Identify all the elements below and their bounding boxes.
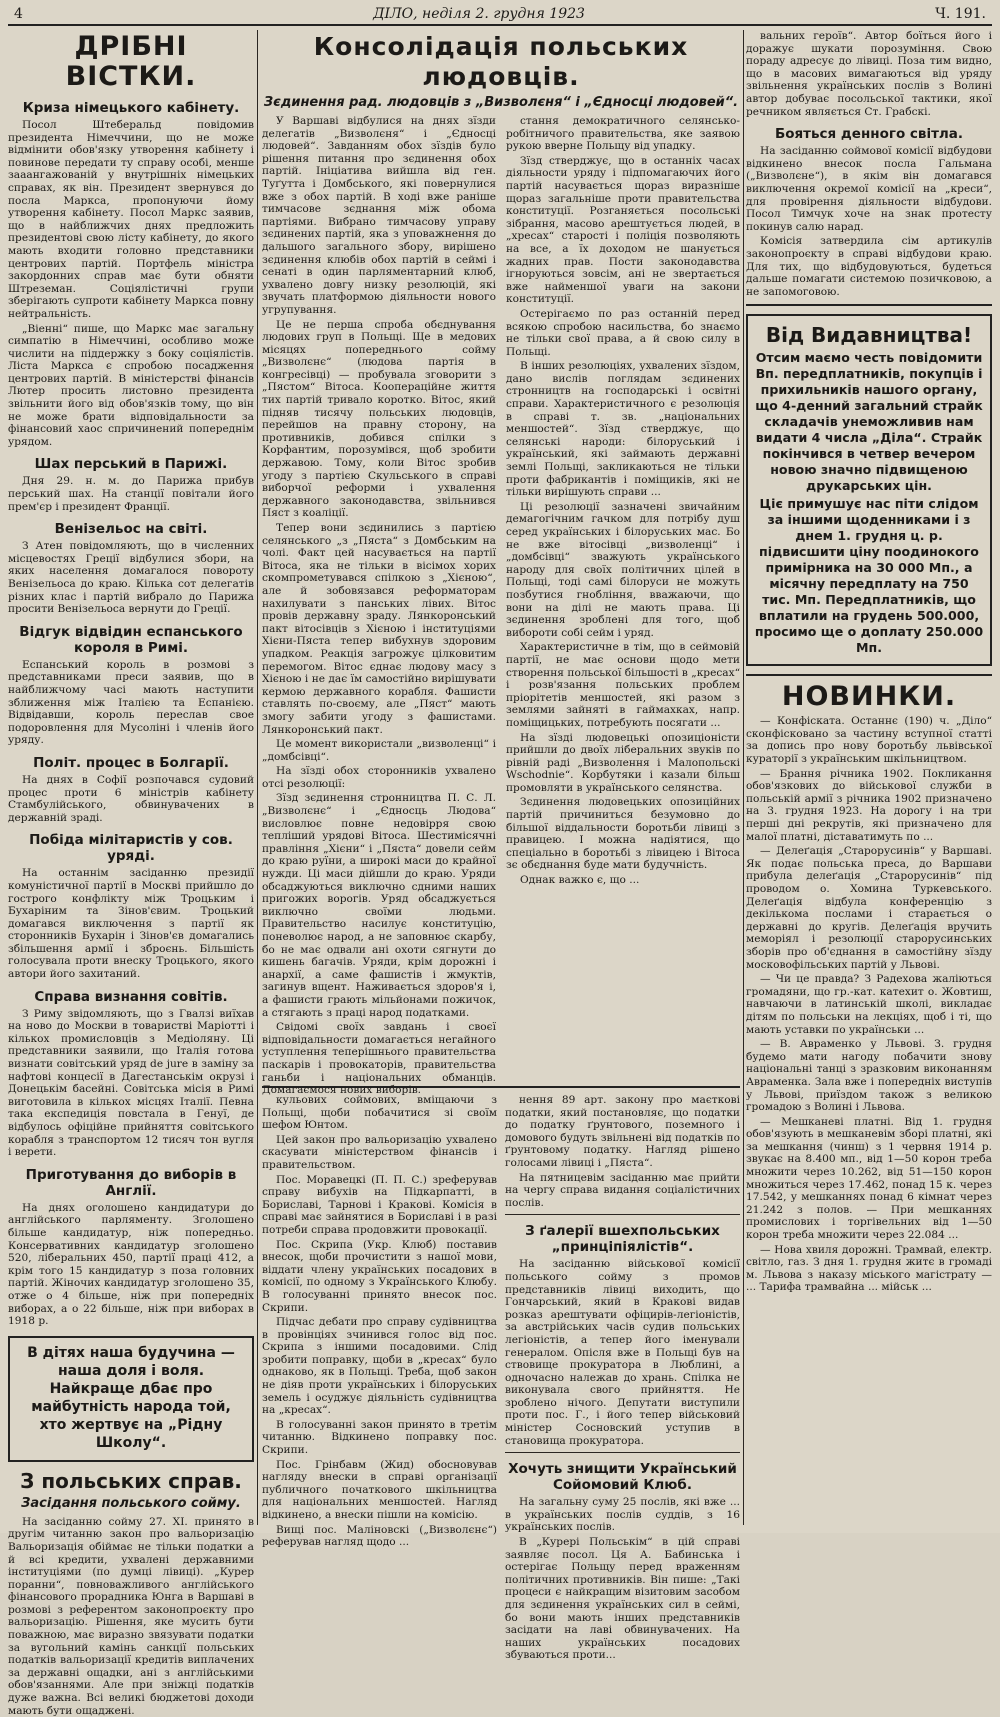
paragraph: Це момент використали „визволенці“ і „домбсівці“.: [262, 738, 496, 763]
article-paragraph: Посол Штеберальд повідомив президента Німеччини, що не може відмінити обов'язку утворення кабінету і повинове передати ту справу особі, менше зааангажованій у внутрішніх німецьких справах, як він. Президент звернувся до посла Маркса, пропонуючи йому утворення кабінету. Посол Маркс заявив, що в найближчих днях предложить президентові свою лісту кабінету, до якого мають входити головно представники центрових партій. Портфель міністра закордонних справ має бути обняти Штреземан. Соціялістичні групи зберігають супроти кабінету Маркса повну нейтральність.: [8, 119, 254, 320]
article-heading: Політ. процес в Болгарії.: [33, 754, 229, 771]
column-rule: [743, 30, 744, 1525]
article-heading: Відгук відвідин еспанського короля в Римі.: [19, 623, 243, 656]
news-item: — Нова хвиля дорожні. Трамвай, електр. світло, газ. З дня 1. грудня житє в громаді м. Львова з наказу міського магістрату — ... Тарифа трамвайна ... мійськ ...: [746, 1243, 992, 1294]
paragraph: На засіданню сойму 27. ХІ. принято в другім читанню закон про вальоризацію Вальоризація обіймає не тільки податки а й всі кредити, ухвалені державними інституціями (по думці лівиці). „Курер поранни“, повноважливого англійського фінансового прорадника Юнга в Варшаві в розмові з референтом законопроєкту про вальоризацію. Рішення, яке мусить бути поважною, має виразно звязувати податки за вугольний камінь санкції польських податків вальоризації кредитів виплачених за державні ощадки, ані з англійськими обов'язаннями. Але при зніжці податків дуже важна. Всі великі бюджетові доходи мають бути ощаджені.: [8, 1515, 254, 1717]
article-heading: Побіда мілітаристів у сов. уряді.: [29, 832, 233, 865]
article-paragraph: З Атен повідомляють, що в численних місцевостях Греції відбулися збори, на яких населення домагалося повороту Венізельоса до краю. Кілька сот делегатів різних клас і партій вибрало до Парижа просити Венізельоса вернути до Греції.: [8, 540, 254, 616]
paragraph: В „Курері Польськім“ в цій справі заявляє посол. Ця А. Бабинська і остерігає Польщу перед враженням політичних противників. Він пише: „Такі процеси є найкращим візитовим засобом для зєдинення українських сил в сеймі, бо вони мають інших представників засідати на лаві обвинувачених. На наших українських посадових збуваються проти...: [505, 1536, 740, 1662]
news-item: — Брання річника 1902. Покликання обов'язкових до військової служби в польській армії з річника 1902 призначено на 3. грудня 1923. На дорогу і на три перші дні рекрутів, які призначено для малої платні, діставатимуть по ...: [746, 767, 992, 843]
notice-paragraph: Ціє примушує нас піти слідом за іншими щоденниками і з днем 1. грудня ц. р. підвисшити ціну поодинокого примірника на 30 000 Мп., а місячну передплату на 750 тис. Мп. Передплатників, що вплатили на грудень 500.000, просимо ще о доплату 250.000 Мп.: [754, 496, 984, 656]
paragraph: Характеристичне в тім, що в сеймовій партії, не має основи щодо мети створення польської більшості в „кресах“ і розв'язання польських проблем пріорітетів меншостей, які разом з землями зайняті в гаймахках, напр. поміщицьких, потребують посягати ...: [506, 641, 740, 729]
paragraph: нення 89 арт. закону про маєткові податки, який постановляє, що податки до податку ґрунтового, поземного і домового будуть звільнені від податків по ґрунтовому податку. Нагляд рішено голосами лівиці і „Пяста“.: [505, 1094, 740, 1169]
news-title: НОВИНКИ.: [781, 681, 957, 713]
paragraph: Пос. Грінбавм (Жид) обосновував нагляду внески в справі організації публичного початкового шкільництва для національних меншостей. Нагляд відкинено, а внески пішли на комісію.: [262, 1458, 497, 1521]
paragraph: Ці резолюції зазначені звичайним демагогічним гачком для потрібу душ серед українських і білоруських мас. Бо не вже вітосівці „визволенці“ і „домбсівці“ зважують українського народу для своїх політичних цілей в Польщі, тоді самі білоруси не можуть позбутися гнобління, вважаючи, що вони на ділі не мають права. Ці зєдинення зроблені для того, щоб вибороти собі сейм і уряд.: [506, 500, 740, 639]
publisher-notice: [746, 314, 992, 666]
paragraph: На засіданню соймової комісії відбудови відкинено внесок посла Гальмана („Визволєне“), в якім він домагався виключення окремої комісії на „креси“, для провірення діяльности відбудови. Посол Тимчук хоче на знак протесту покинув салю нарад.: [746, 145, 992, 233]
paragraph: На загальну суму 25 послів, які вже ... в українських послів суддів, з 16 українських послів.: [505, 1496, 740, 1534]
ridna-shkola-box: [8, 1336, 254, 1462]
paragraph: Цей закон про вальоризацію ухвалено скасувати міністерством фінансів і правительством.: [262, 1133, 497, 1171]
article-paragraph: Еспанський король в розмові з представниками преси заявив, що в найближчому часі мають наступити зближення між Італією та Еспанією. Відвідавши, король переслав свое подоровлення для Мусоліні і членів його уряду.: [8, 658, 254, 747]
column-right: [746, 30, 992, 1525]
paragraph: кульових соймових, вміщаючи з Польщі, щоби побачитися зі своїм шефом Юнтом.: [262, 1094, 497, 1132]
article-paragraph: На днях в Софії розпочався судовий процес проти 6 міністрів кабінету Стамбулійського, обвинувачених в державній зраді.: [8, 773, 254, 824]
page-number: 4: [14, 6, 23, 22]
paragraph: Підчас дебати про справу судівництва в провінціях зчинився голос від пос. Скрипа з іншими посадовими. Слід зробити поправку, щоби в „кресах“ було однаково, як в Польщі. Треба, щоб закон не діяв проти українських і білоруських земель і осуджує діяльність судівництва на „кресах“.: [262, 1316, 497, 1417]
paragraph: Комісія затвердила сім артикулів законопроєкту в справі відбудови краю. Для тих, що відбудовуються, будеться дальше помагати системою позичковою, а не запомоговою.: [746, 235, 992, 298]
news-item: — Чи це правда? З Радехова жаліються громадяни, що гр.-кат. катехит о. Жовтиш, навчаючи в латинській школі, викладає дітям по польськи на лекціях, щоб і ті, що мають уставки по українськи ...: [746, 973, 992, 1036]
paragraph: Остерігаємо по раз останній перед всякою спробою насильства, бо знаємо не тільки свої права, а й свою силу в Польщі.: [506, 307, 740, 358]
article-heading: Шах перський в Парижі.: [34, 456, 228, 473]
box-text: В дітях наша будучина — наша доля і воля. Найкраще дбає про майбутність народа той, хто жертвує на „Рідну Школу“.: [27, 1344, 235, 1451]
paragraph: Зїзд зєдинення стронництва П. С. Л. „Визволєнє“ і „Єдносць Людова“ висловлює повне недовірря свою тепліший урядові Вітоса. Шестимісячні правління „Хієни“ і „Пяста“ довели сейм до краю руїни, а широкі маси до крайної нужди. Ці маси дійшли до краю. Уряди обсаджуються виключно сдними наших пригожих ворогів. Уряд обсаджується виключно своїми людьми. Правительство насилує конституцію, поневолює народ, а не заповнює скарбу, бо не має одвали ані охоти сягнути до кишень багачів. Уряди, крім дорожні і анархії, а саме фашистів і жмуктів, загинув вщент. Наживається здоров'я і, а фашисти грають мільйонами пожичок, а стягають з праці народ податками.: [262, 792, 496, 1019]
main-article-col-2: [506, 115, 740, 1080]
news-item: — Делеґація „Старорусинів“ у Варшаві. Як подає польська преса, до Варшави прибула делеґація „Старорусинів“ під проводом о. Хомина Туркевського. Делеґація відбула конференцію з декількома послами і старається о державні до кругів. Делеґація вручить меморіял і резолюції старорусинських зборів про об'єднання в самостійну зїзду московофільських партій у Львові.: [746, 845, 992, 971]
lower-section: [262, 1094, 740, 1664]
column-center: [262, 30, 740, 1662]
paragraph: На зїзді людовецькі опозиціоністи прийшли до двоїх ліберальних звуків по рівній раді „Визволення і Малопольскі Wschodnie“. Корбутяки і казали більш промовляти в українського селянства.: [506, 731, 740, 794]
paragraph: Зєдинення людовецьких опозиційних партій причиниться безумовно до більшої віддальности боротьби лівиці з правицею. І можна надіятися, що спеціально в боротьбі з лівицею і Вітоса зє обєднання буде мати будучність.: [506, 796, 740, 872]
article-paragraph: „Віенні“ пише, що Маркс має загальну симпатію в Німеччині, особливо може числити на піддержку з боку соціялістів. Ліста Маркса є спробою посадження центрових партій. В міністерстві фінансів Лютер просить листовно президента звільнити його від обов'язків тому, що він не може брати відповідальности за фінансовий хаос спричинений попереднім урядом.: [8, 322, 254, 448]
paragraph: Однак важко є, що ...: [520, 874, 640, 887]
gallery-title: З ґалерії вшехпольських „принціпіялістів“.: [525, 1223, 720, 1256]
article-heading: Приготування до виборів в Англії.: [25, 1166, 237, 1199]
paragraph: Пос. Скрипа (Укр. Клюб) поставив внесок, щоби прочистити з нашої мови, віддати члену українських посадових в комісії, по одному з Українського Клюбу. В голосуванні принято внесок пос. Скрипи.: [262, 1238, 497, 1314]
article-heading: Криза німецького кабінету.: [22, 100, 240, 116]
paragraph: У Варшаві відбулися на днях зїзди делегатів „Визволєня“ і „Єдносці людовей“. Завданням обох зїздів було рішення питання про зєдинення обох партій. Ініціатива вийшла від ген. Туґутта і Домбського, які повернулися вже з обох партій. В ході вже раніше тимчасове зєднання між обома партіями. Вибрано тимчасову управу зєдинених партій, яка з уповажнення до дальшого загального збору, вирішено зєдинення клюбів обох партій в сеймі і сенаті в один парляментарний клюб, ухвалено довгу низку резолюцій, які звучать платформою діяльности нового угрупування.: [262, 115, 496, 316]
paragraph: Тепер вони зєдинились з партією селянського „з „Пяста“ з Домбським на чолі. Факт цей насувається на партії Вітоса, яка не тільки в вісімох хорих скомпрометувався спілкою з „Хієною“, але й зобовязався реформаторам нахилувати з панських лівих. Вітос провів державну зраду. Лянкоронський пакт вітосівців з Хієною і інституціями Хієни-Пяста тепер вибухнув здоровим упадком. Реакція загрожує цілковитим перемогом. Вітос єднає людову масу з Хієною і не дає їм самостійно вирішувати кермою державного корабля. Фашисти ставлять по-своєму, але „Пяст“ мають змогу забити угоду з фашистами. Лянкоронський пакт.: [262, 522, 496, 736]
section-title: ДРІБНІ ВІСТКИ.: [65, 31, 197, 92]
article-paragraph: На останнім засіданню президії комуністичної партії в Москві прийшло до гострого конфлікту між Троцьким і Бухаріним та Зінов'євим. Троцький домагався виключення з партії як сторонників Бухарін і Зінов'єв домагались збільшення армії і зброєнь. Більшість голосувала проти внеску Троцького, якого автори його захитаний.: [8, 867, 254, 981]
issue-number: Ч. 191.: [935, 6, 986, 22]
paragraph: Вищі пос. Маліновскі („Визволєнє“) реферував нагляд щодо ...: [262, 1523, 497, 1549]
news-item: — Конфіската. Останнє (190) ч. „Діло“ сконфісковано за частину вступної статті за допись про нову боротьбу львівської кураторії з українським шкільництвом.: [746, 715, 992, 766]
paragraph: вальних героїв“. Автор боїться його і доражує шукати порозуміння. Свою пораду адресує до лівиці. Поза тим видно, що в масових вимагаються від уряду звільнення українських послів з Волині автор добуває посольської тактики, якої речником являється Ст. Грабскі.: [746, 30, 992, 118]
daylight-title: Бояться денного світла.: [774, 126, 964, 143]
article-paragraph: З Риму звідомляють, що з Гвалзі виїхав на ново до Москви в товаристві Маріотті і кількох промисловців з Медіоляну. Ці представники заявили, що Італія готова визнати совітський уряд de jure в заміну за нафтові концесії в Дагестанськім окрузі і Донецькім басейні. Совітська місія в Римі виготовила в кількох місцях Італії. Певна така експедиція повстала в Генуї, де відбулось офіційне прийняття совітського корабля з транспортом 12 тисяч тон вугля і верети.: [8, 1007, 254, 1159]
paragraph: Свідомі своїх завдань і своєї відповідальности домагається негайного уступлення теперішнього правительства паскарів і провокаторів, правительства ганьби і національних обманців. Домагаємося нових виборів.: [262, 1021, 496, 1097]
paragraph: В інших резолюціях, ухвалених зїздом, дано вислів поглядам зєдинених стронництв на господарські і освітні справи. Характеристичного є резолюція в справі т. зв. „національних меншостей“. Зїзд стверджує, що селянські народи: білоруський і український, які займають державні землі Польщі, закликаються не тільки проти фабрикантів і поміщиків, які не тільки вирішують справи ...: [506, 360, 740, 499]
polish-text: [8, 1516, 254, 1717]
paragraph: На засіданню військової комісії польського сойму з промов представників лівиці виходить, що Гончарський, який в Кракові видав розказ арештувати офіцирів-легіоністів, за австрійських часів судив польських легіоністів, а тепер його іменували генералом. Опісля вже в Польщі був на ствовище прокуратора в Люблині, а одночасно належав до хрань. Спілка не виконувала свого прийняття. Не зроблено нічого. Депутати виступили проти пос. Г., і його тепер військовий міністер Сосновский уступив в становища прокуратора.: [505, 1258, 740, 1447]
lower-col-1: [262, 1094, 497, 1664]
masthead: [8, 0, 992, 26]
paragraph: Пос. Моравецкі (П. П. С.) зреферував справу вибухів на Підкарпатті, в Бориславі, Тарнові і Кракові. Комісія в справі має зайнятися в Бориславі і в разі потреби справа продовжити провокації.: [262, 1173, 497, 1236]
article-paragraph: На днях оголошено кандидатури до англійського парляменту. Зголошено більше кандидатур, ніж попередньо. Консервативних кандидатур зголошено 520, ліберальних 450, партії праці 412, а крім того 15 кандидатур з поза головних партій. Жіночих кандидатур зголошено 35, отже о 4 більше, ніж при попередніх виборах, а о 22 більше, ніж при виборах в 1918 р.: [8, 1201, 254, 1328]
news-item: — Мешканеві платні. Від 1. грудня обов'язують в мешканевім зборі платні, які за мешкання (чинш) з 1 червня 1914 р. звукає на 8.400 мп., від 1—50 корон треба множити через 10.262, від 51—150 корон множиться через 17.462, понад 15 к. через 17.542, у мешканнях понад 6 кімнат через 21.242 з полов. — При мешканнях промислових і торгівельних від 1—50 корон треба множити через 22.084 ...: [746, 1115, 992, 1242]
main-article: [262, 115, 740, 1097]
main-headline: Консолідація польських людовців.: [313, 32, 689, 91]
klub-title: Хочуть знищити Український Сойомовий Клюб.: [508, 1461, 737, 1494]
article-paragraph: Дня 29. н. м. до Парижа прибув перський шах. На станції повітали його прем'єр і президент Франції.: [8, 475, 254, 513]
paragraph: В голосуванні закон принято в третім читанню. Відкинено поправку пос. Скрипи.: [262, 1418, 497, 1457]
paragraph: На зїзді обох сторонників ухвалено отсі резолюції:: [262, 765, 496, 790]
paragraph: Це не перша спроба обєднування людових груп в Польщі. Ще в медових місяцях попереднього сойму „Визволєнє“ (людова партія в конгресівці) — пробувала зговорити з „Пястом“ Вітоса. Коопераційне життя тих партій тривало коротко. Вітос, який підняв тисячу польських людовців, перейшов на правну сторону, на противників, добився спілки з Корфантим, порозумівся, щоб зробити державою. Тому, коли Вітос зробив угоду з партією Скульського в справі виборчої реформи і ухвалення державного законодавства, звільнився Пяст з коаліції.: [262, 318, 496, 520]
publisher-title: Від Видавництва!: [765, 323, 973, 348]
paragraph: Зїзд стверджує, що в останніх часах діяльности уряду і підпомагаючих його партій насувається щораз виразніше щораз загальніше проти правительства конституції. Розганяється посольські зібрання, масово арештується людей, в „хресах“ старості і поліція позволяють на все, а їх доходом не шанується жадних прав. Пости законодавства ігноруються зовсім, ані не звертається вже найменшої уваги на закони конституції.: [506, 154, 740, 306]
main-subheadline: Зєдинення рад. людовців з „Визволєня“ і „Єдносці людовей“.: [263, 95, 739, 110]
column-left: [8, 30, 254, 1717]
article-heading: Справа визнання совітів.: [34, 988, 228, 1005]
short-news-list: [8, 100, 254, 1328]
paragraph: стання демократичного селянсько-робітничого правительства, яке заявою рукою вверне Польщу від упадку.: [506, 115, 740, 153]
news-item: — В. Авраменко у Львові. З. грудня будемо мати нагоду побачити знову національні танці з зразковим виконанням Авраменка. Зала вже і попередніх виступів у Львові, приїздом також з великою громадою з Волині і Львова.: [746, 1038, 992, 1114]
notice-paragraph: Отсим маємо честь повідомити Вп. передплатників, покупців і прихильників нашого органу, що 4-денний загальний страйк складачів унеможливив нам видати 4 числа „Діла“. Страйк покінчився в четвер вечером новою значно підвищеною друкарських цін.: [755, 350, 983, 494]
masthead-title: ДІЛО, неділя 2. грудня 1923: [373, 6, 585, 22]
column-rule: [257, 30, 258, 1525]
article-heading: Венізельос на світі.: [54, 521, 208, 538]
paragraph: На пятницевім засіданню має прийти на чергу справа видання соціалістичних послів.: [505, 1171, 740, 1209]
main-article-col-1: [262, 115, 496, 1097]
lower-col-2: [505, 1094, 740, 1664]
polish-subtitle: Засідання польського сойму.: [21, 1495, 241, 1511]
polish-section-title: З польських справ.: [20, 1468, 242, 1493]
